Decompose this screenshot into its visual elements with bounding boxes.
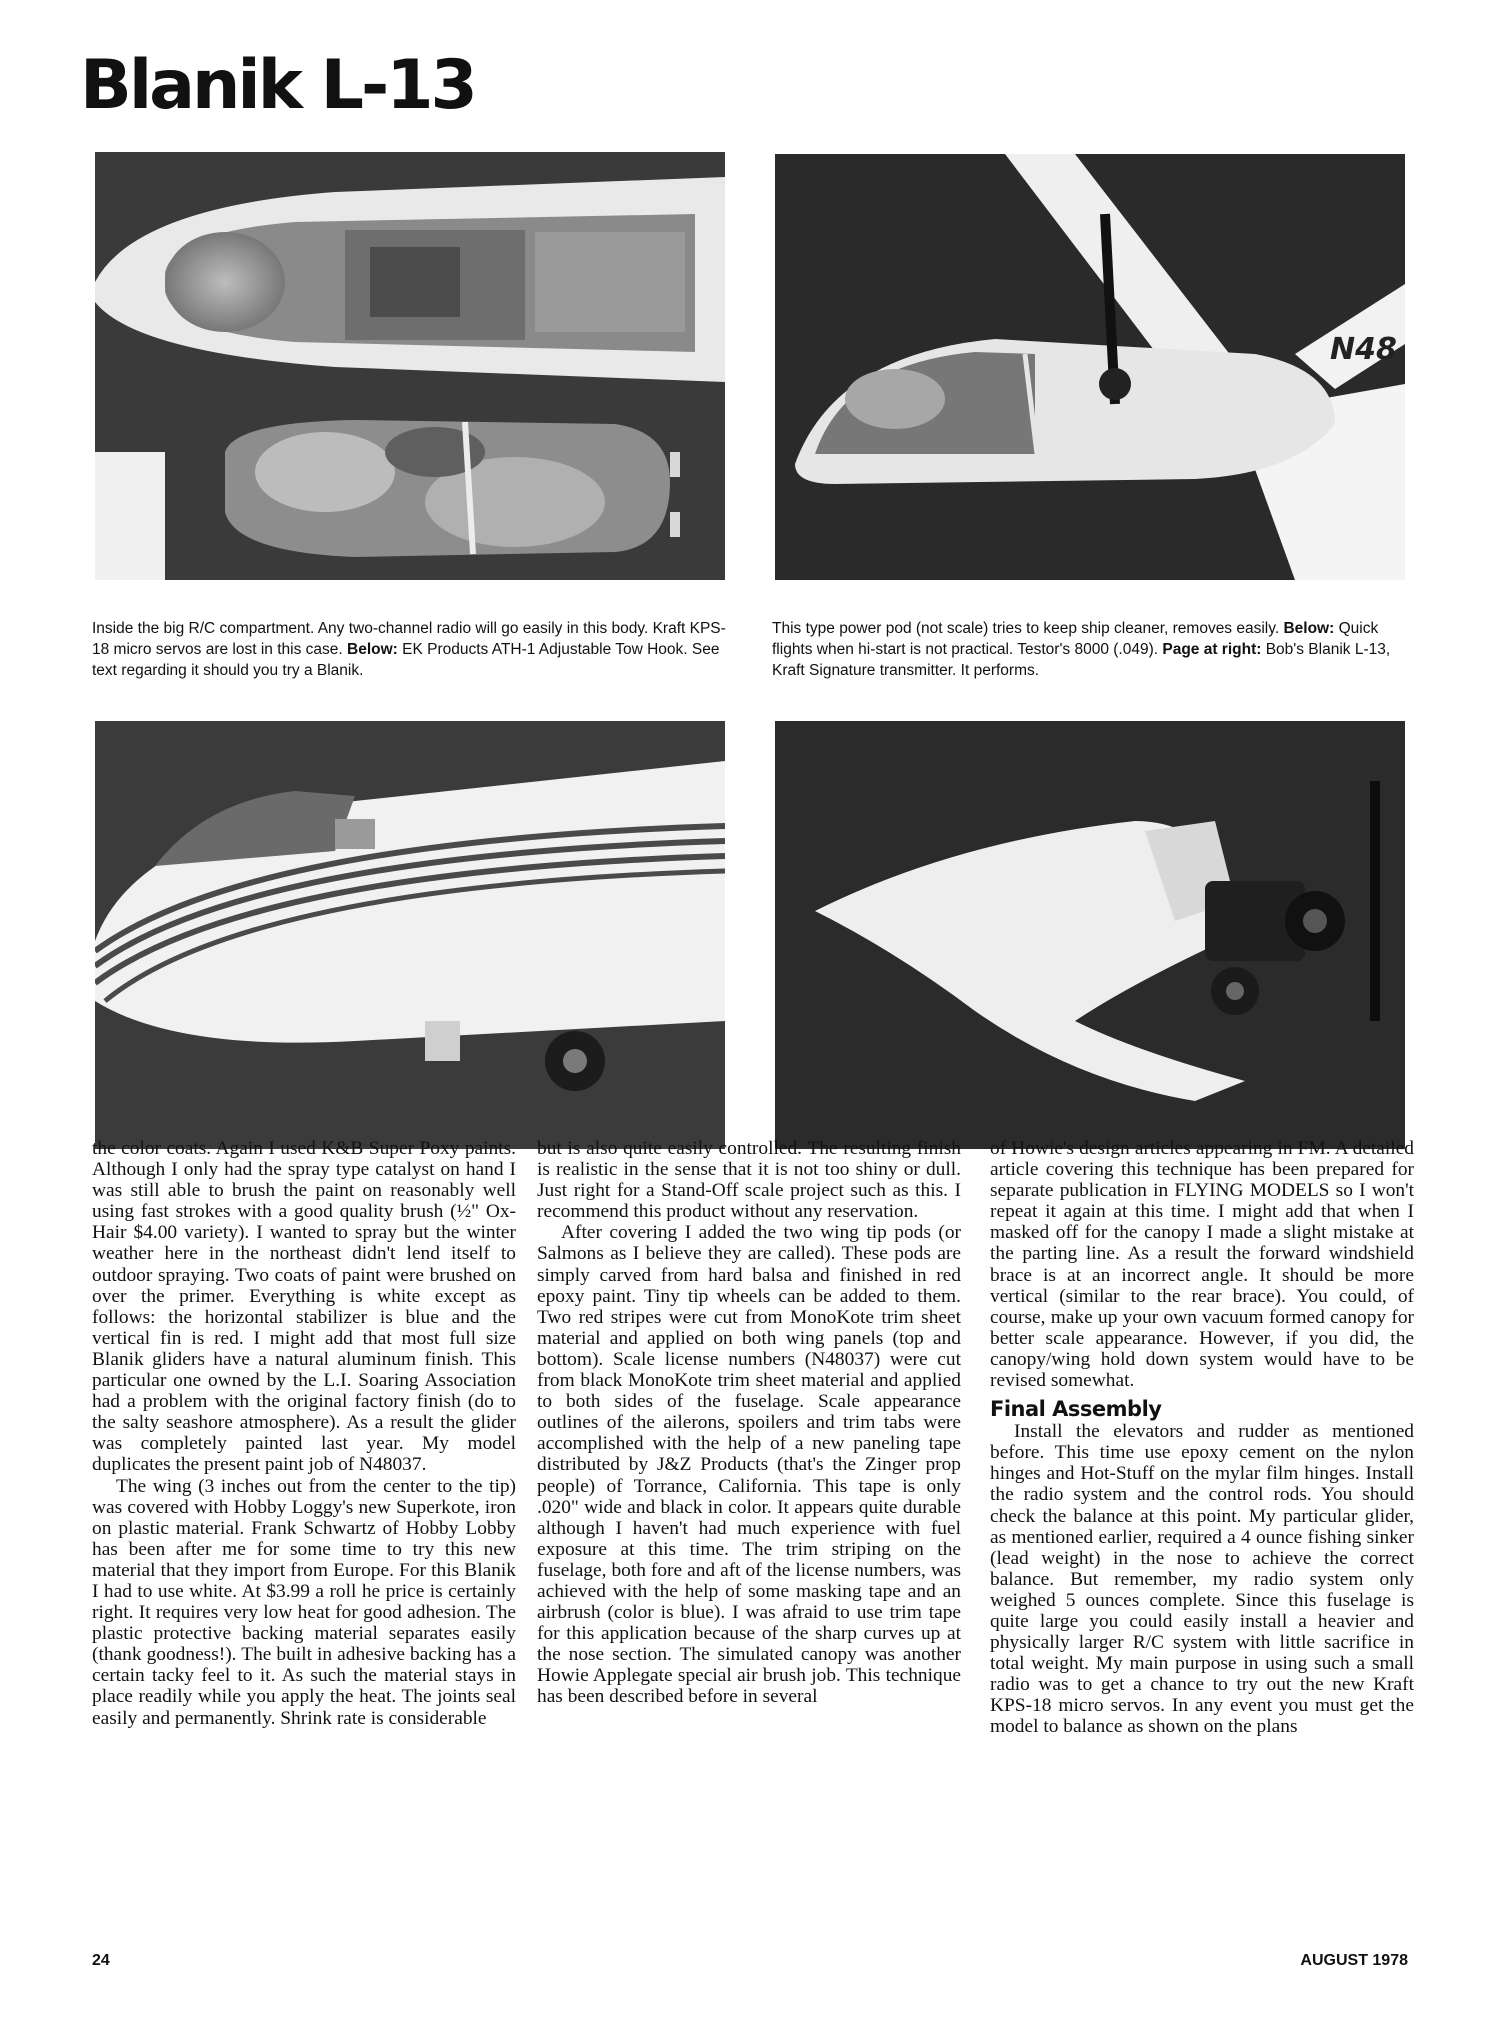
caption-top-right-text: This type power pod (not scale) tries to keep ship cleaner, removes easily.	[772, 620, 1284, 637]
photo-radio-compartment	[95, 152, 725, 580]
body-paragraph: the color coats. Again I used K&B Super Poxy paints. Although I only had the spray type catalyst on hand I was still able to brush the paint on reasonably well using fast strokes with a good quality brush (½" Ox-Hair $4.00 variety). I wanted to spray but the winter weather here in the northeast didn't lend itself to outdoor spraying. Two coats of paint were brushed on over the primer. Everything is white except as follows: the horizontal stabilizer is blue and the vertical fin is red. I might add that most full size Blanik gliders have a natural aluminum finish. This particular one owned by the L.I. Soaring Association had a problem with the original factory finish (do to the salty seashore atmosphere). As a result the glider was completely painted last year. My model duplicates the present paint job of N48037.	[92, 1138, 516, 1476]
article-title: Blanik L-13	[80, 46, 475, 125]
caption-top-right-text2: Quick flights when hi-start is not practical. Testor's 8000 (.049).	[772, 620, 1379, 658]
body-paragraph: Install the elevators and rudder as mentioned before. This time use epoxy cement on the nylon hinges and Hot-Stuff on the mylar film hinges. Install the radio system and the control rods. You should check the balance at this point. My particular glider, as mentioned earlier, required a 4 ounce fishing sinker (lead weight) in the nose to achieve the correct balance. But remember, my radio system only weighed 5 ounces complete. Since this fuselage is quite large you could easily install a heavier and physically larger R/C system with little sacrifice in total weight. My main purpose in using such a small radio was to get a chance to try out the new Kraft KPS-18 micro servos. In any event you must get the model to balance as shown on the plans	[990, 1421, 1414, 1738]
photo-engine-pod	[775, 721, 1405, 1149]
caption-top-left-rest: EK Products ATH-1 Adjustable Tow Hook. See text regarding it should you try a Blanik.	[92, 641, 720, 679]
photo-engine-pod-drawing	[775, 721, 1405, 1149]
caption-top-left	[92, 618, 732, 681]
registration-fragment: N48	[1330, 332, 1397, 367]
caption-top-right-label-below: Below:	[1283, 620, 1335, 637]
photo-tow-hook	[95, 721, 725, 1149]
photo-tow-hook-drawing	[95, 721, 725, 1149]
issue-date: AUGUST 1978	[1300, 1952, 1408, 1969]
photo-power-pod	[775, 154, 1405, 580]
photo-power-pod-drawing	[775, 154, 1405, 580]
caption-top-right	[772, 618, 1412, 681]
page-number: 24	[92, 1952, 110, 1969]
body-paragraph: The wing (3 inches out from the center to the tip) was covered with Hobby Loggy's new Superkote, iron on plastic material. Frank Schwartz of Hobby Lobby has been after me for some time to try this new material that they import from Europe. For this Blanik I had to use white. At $3.99 a roll he price is certainly right. It requires very low heat for good adhesion. The plastic protective backing material separates easily (thank goodness!). The built in adhesive backing has a certain tacky feel to it. As such the material stays in place readily while you apply the heat. The joints seal easily and permanently. Shrink rate is considerable	[92, 1475, 516, 1729]
body-column-3	[990, 1138, 1414, 1738]
body-paragraph: but is also quite easily controlled. The resulting finish is realistic in the sense that it is not too shiny or dull. Just right for a Stand-Off scale project such as this. I recommend this product without any reservation.	[537, 1138, 961, 1223]
photo-radio-compartment-drawing	[95, 152, 725, 580]
caption-top-left-label: Below:	[347, 641, 398, 658]
body-paragraph: of Howie's design articles appearing in FM. A detailed article covering this technique has been prepared for separate publication in FLYING MODELS so I won't repeat it again at this time. I might add that when I masked off for the canopy I made a slight mistake at the parting line. As a result the forward windshield brace is at an incorrect angle. It should be more vertical (similar to the rear brace). You could, of course, make up your own vacuum formed canopy for better scale appearance. However, if you did, the canopy/wing hold down system would have to be revised somewhat.	[990, 1138, 1414, 1392]
caption-top-left-text: Inside the big R/C compartment. Any two-channel radio will go easily in this body. Kraft KPS-18 micro servos are lost in this case.	[92, 620, 726, 658]
body-column-1	[92, 1138, 516, 1729]
caption-top-right-text3: Bob's Blanik L-13, Kraft Signature transmitter. It performs.	[772, 641, 1391, 679]
caption-top-right-label-page-right: Page at right:	[1162, 641, 1262, 658]
section-heading-final-assembly: Final Assembly	[990, 1397, 1162, 1422]
body-paragraph: After covering I added the two wing tip pods (or Salmons as I believe they are called). These pods are simply carved from hard balsa and finished in red epoxy paint. Tiny tip wheels can be added to them. Two red stripes were cut from MonoKote trim sheet material and applied on both wing panels (top and bottom). Scale license numbers (N48037) were cut from black MonoKote trim sheet material and applied to both sides of the fuselage. Scale appearance outlines of the ailerons, spoilers and trim tabs were accomplished with the help of a new paneling tape distributed by J&Z Products (that's the Zinger prop people) of Torrance, California. This tape is only .020" wide and black in color. It appears quite durable although I haven't had much experience with fuel exposure at this time. The trim striping on the fuselage, both fore and aft of the license numbers, was achieved with the help of some masking tape and an airbrush (color is blue). I was afraid to use trim tape for this application because of the sharp curves up at the nose section. The simulated canopy was another Howie Applegate special air brush job. This technique has been described before in several	[537, 1222, 961, 1708]
body-column-2	[537, 1138, 961, 1708]
